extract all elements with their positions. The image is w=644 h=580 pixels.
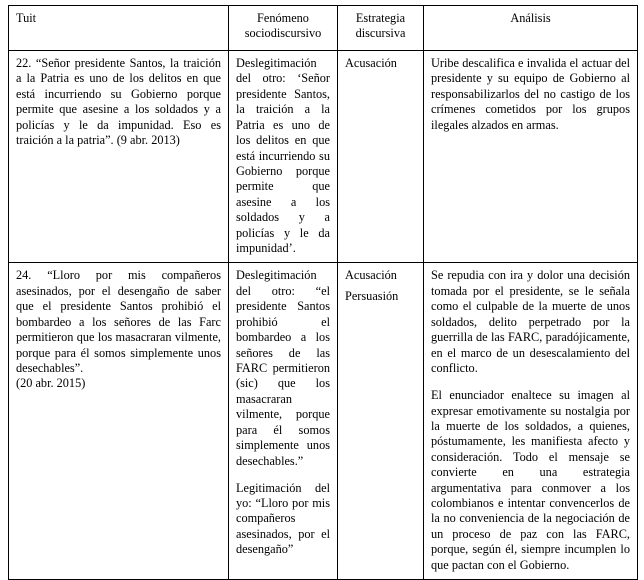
tuit-date: (20 abr. 2015)	[16, 376, 86, 391]
estrategia-item: Persuasión	[345, 289, 399, 304]
tuit-text: 22. “Señor presidente Santos, la traición a la Patria es uno de los delitos en que está incurriendo su Gobierno porque permite que asesine a los soldados y a policías y le da impunidad. Eso es traición a la patria”. (9 abr. 2013)	[16, 56, 221, 148]
column-header-fenomeno	[229, 6, 338, 51]
table-body	[9, 51, 638, 580]
column-header-estrategia-line1: Estrategia	[355, 11, 406, 25]
column-header-fenomeno-line2: sociodiscursivo	[244, 26, 322, 41]
table-header	[9, 6, 638, 51]
column-header-estrategia-line2: discursiva	[355, 26, 406, 41]
header-row	[9, 6, 638, 51]
cell-estrategia	[338, 263, 424, 580]
fenomeno-paragraph: Legitimación del yo: “Lloro por mis compañeros asesinados, por el desengaño”	[236, 480, 330, 557]
discourse-analysis-table	[8, 5, 638, 580]
tuit-text: 24. “Lloro por mis compañeros asesinados, por el desengaño de saber que el presidente Santos prohibió el bombardeo a los señores de las Farc permitieron que los masacraran vilmente, porque para él somos simplemente unos desechables”.	[16, 268, 221, 376]
cell-analisis	[424, 263, 638, 580]
cell-fenomeno	[229, 263, 338, 580]
analisis-paragraph: Se repudia con ira y dolor una decisión tomada por el presidente, se le señala como el culpable de la muerte de unos soldados, delito perpetrado por la guerrilla de las FARC, paradójicamente, en el marco de un desescalamiento del conflicto.	[431, 268, 630, 376]
column-header-tuit: Tuit	[9, 6, 229, 51]
column-header-fenomeno-line1: Fenómeno	[257, 11, 309, 25]
analisis-paragraph: El enunciador enaltece su imagen al expresar emotivamente su nostalgia por la muerte de los soldados, a quienes, póstumamente, les manifiesta afecto y consideración. Todo el mensaje se convierte en una estrategia argumentativa para conmover a los colombianos e intentar convencerlos de la no conveniencia de la negociación de un proceso de paz con las FARC, porque, según él, siempre incumplen lo que pactan con el Gobierno.	[431, 388, 630, 572]
fenomeno-paragraph: Deslegitimación del otro: ‘Señor presidente Santos, la traición a la Patria es uno de los delitos en que está incurriendo su Gobierno porque permite que asesine a los soldados y a policías y le da impunidad’.	[236, 56, 330, 256]
cell-estrategia	[338, 51, 424, 263]
cell-fenomeno	[229, 51, 338, 263]
estrategia-item: Acusación	[345, 268, 397, 283]
table-row	[9, 51, 638, 263]
estrategia-item: Acusación	[345, 56, 397, 70]
cell-tuit	[9, 51, 229, 263]
cell-tuit	[9, 263, 229, 580]
table-row	[9, 263, 638, 580]
column-header-analisis: Análisis	[424, 6, 638, 51]
fenomeno-paragraph: Deslegitimación del otro: “el presidente Santos prohibió el bombardeo a los señores de las FARC permitieron (sic) que los masacraran vilmente, porque para él somos simplemente unos desechables.”	[236, 268, 330, 468]
column-header-estrategia	[338, 6, 424, 51]
analisis-paragraph: Uribe descalifica e invalida el actuar del presidente y su equipo de Gobierno al responsabilizarlos del no castigo de los crímenes cometidos por los grupos ilegales alzados en armas.	[431, 56, 630, 132]
cell-analisis	[424, 51, 638, 263]
